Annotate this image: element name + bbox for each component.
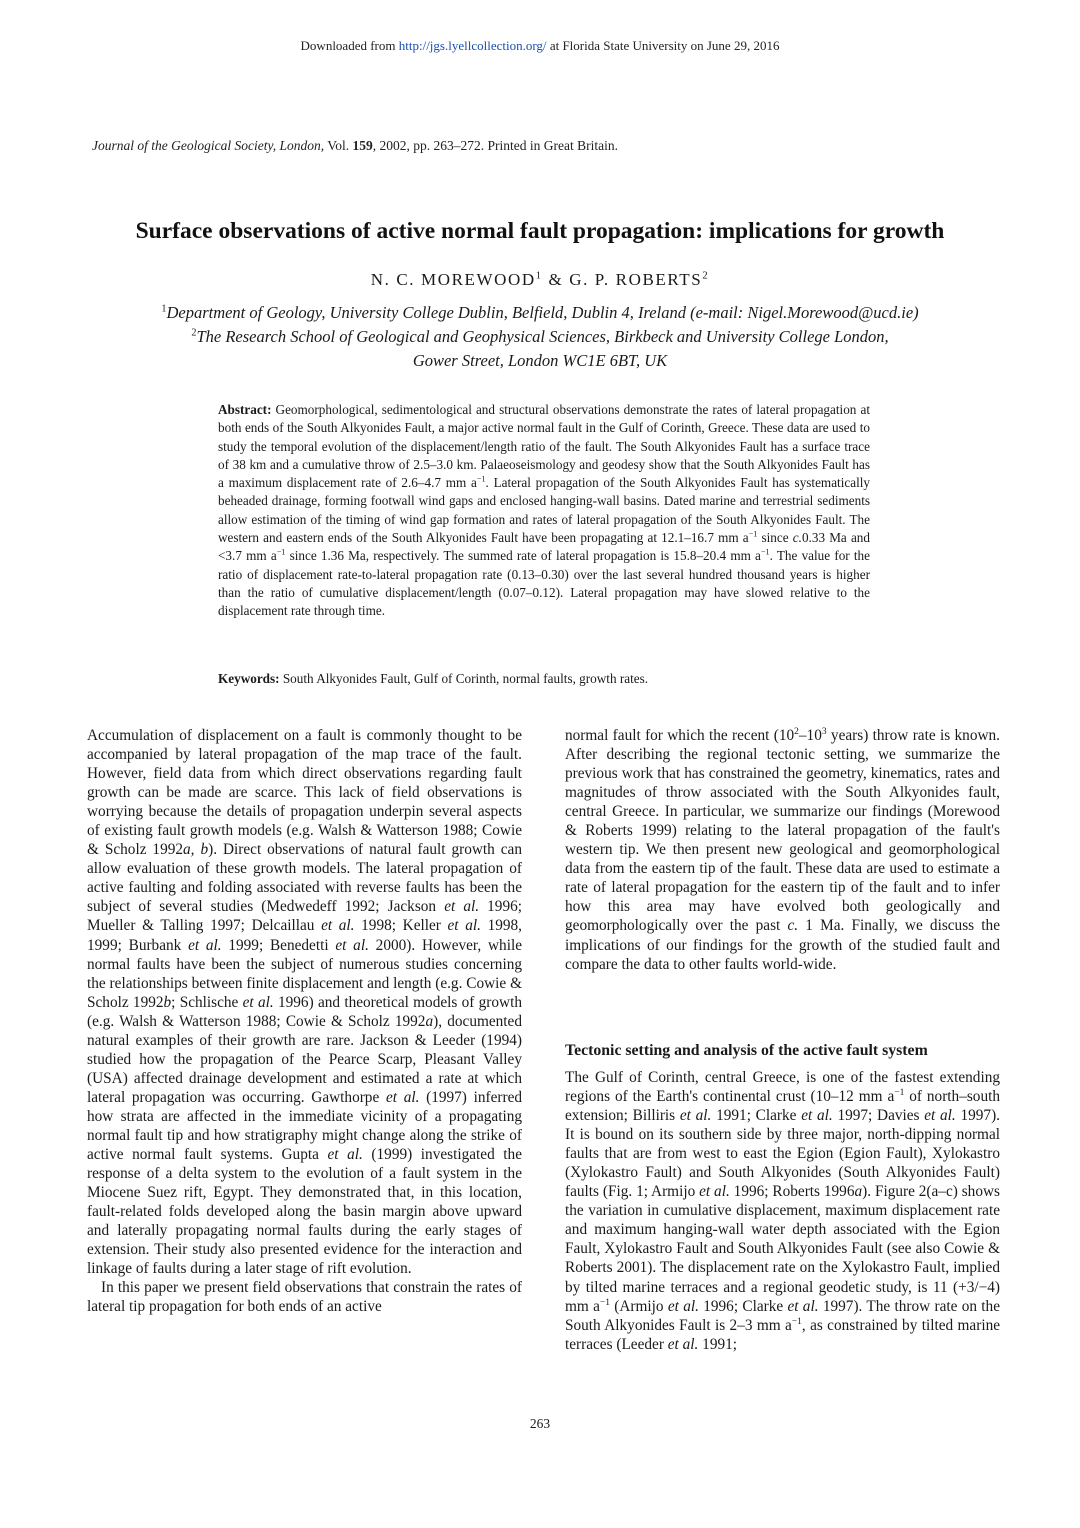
affiliation-2-address: Gower Street, London WC1E 6BT, UK [412,351,668,370]
download-notice: Downloaded from http://jgs.lyellcollection.org/ at Florida State University on June 29, 2016 [300,38,780,53]
tectonic-paragraph: The Gulf of Corinth, central Greece, is one of the fastest extending regions of the Earth's continental crust (10–12 mm $a^{-1}$ of north–south extension; Billiris et al. 1991; Clarke et al. 1997; Davies et al. 1997). It is bound on its southern side by three major, north-dipping normal faults that are from west to east the Egion (Egion Fault), Xylokastro (Xylokastro Fault) and South Alkyonides (South Alkyonides Fault) faults (Fig. 1; Armijo et al. 1996; Roberts 1996a). Figure 2(a–c) shows the variation in cumulative displacement, maximum displacement rate and maximum hanging-wall water depth associated with the Egion Fault, Xylokastro Fault and South Alkyonides Fault (see also Cowie & Roberts 2001). The displacement rate on the Xylokastro Fault, implied by tilted marine terraces and a regional geodetic study, is 11 (+3/−4) mm $a^{-1}$ (Armijo et al. 1996; Clarke et al. 1997). The throw rate on the South Alkyonides Fault is 2–3 mm $a^{-1}$, as constrained by tilted marine terraces (Leeder et al. 1991; [565,1069,1001,1353]
journal-citation: Journal of the Geological Society, London, Vol. 159, 2002, pp. 263–272. Printed in Great Britain. [92,138,618,153]
intro-paragraph-1: Accumulation of displacement on a fault is commonly thought to be accompanied by lateral propagation of the map trace of the fault. However, field data from which direct observations regarding fault growth can be made are scarce. This lack of field observations is worrying because the details of propagation underpin several aspects of existing fault growth models (e.g. Walsh & Watterson 1988; Cowie & Scholz 1992a, b). Direct observations of natural fault growth can allow evaluation of these growth models. The lateral propagation of active faulting and folding associated with reverse faults has been the subject of several studies (Medwedeff 1992; Jackson et al. 1996; Mueller & Talling 1997; Delcaillau et al. 1998; Keller et al. 1998, 1999; Burbank et al. 1999; Benedetti et al. 2000). However, while normal faults have been the subject of numerous studies concerning the relationships between finite displacement and length (e.g. Cowie & Scholz 1992b; Schlische et al. 1996) and theoretical models of growth (e.g. Walsh & Watterson 1988; Cowie & Scholz 1992a), documented natural examples of their growth are rare. Jackson & Leeder (1994) studied how the propagation of the Pearce Scarp, Pleasant Valley (USA) affected drainage development and estimated a rate at which lateral propagation was occurring. Gawthorpe et al. (1997) inferred how strata are affected in the immediate vicinity of a propagating normal fault tip and how stratigraphy might change along the strike of active normal fault systems. Gupta et al. (1999) investigated the response of a delta system to the evolution of a fault system in the Miocene Suez rift, Egypt. They demonstrated that, in this location, fault-related folds developed along the basin margin above upward and laterally propagating normal faults during the early stages of extension. Their study also presented evidence for the interaction and linkage of faults during a later stage of rift evolution. [87,727,523,1278]
body-column-right-top [565,726,1000,974]
author-list: N. C. MOREWOOD$^1$ & G. P. ROBERTS$^2$ [370,270,710,289]
download-link[interactable]: http://jgs.lyellcollection.org/ [398,38,547,53]
body-column-left [87,726,522,1316]
intro-paragraph-2-cont: normal fault for which the recent ($10^2-10^3$ years) throw rate is known. After describing the regional tectonic setting, we summarize the previous work that has constrained the geometry, kinematics, rates and magnitudes of throw associated with the South Alkyonides fault, central Greece. In particular, we summarize our findings (Morewood & Roberts 1999) relating to the lateral propagation of the fault's western tip. We then present new geological and geomorphological data from the eastern tip of the fault. These data are used to estimate a rate of lateral propagation for the eastern tip of the fault and to infer how this area may have evolved both geologically and geomorphologically over the past c. 1 Ma. Finally, we discuss the implications of our findings for the growth of the studied fault and compare the data to other faults world-wide. [565,726,1000,973]
paper-title: Surface observations of active normal fault propagation: implications for growth [135,218,945,244]
affiliation-1: $^1$Department of Geology, University College Dublin, Belfield, Dublin 4, Ireland (e-mail: Nigel.Morewood@ucd.ie) [161,303,919,322]
keywords: Keywords: South Alkyonides Fault, Gulf of Corinth, normal faults, growth rates. [218,671,649,686]
abstract: Abstract: Geomorphological, sedimentological and structural observations demonstrate the rates of lateral propagation at both ends of the South Alkyonides Fault, a major active normal fault in the Gulf of Corinth, Greece. These data are used to study the temporal evolution of the displacement/length ratio of the fault. The South Alkyonides Fault has a surface trace of 38 km and a cumulative throw of 2.5–3.0 km. Palaeoseismology and geodesy show that the South Alkyonides Fault has a maximum displacement rate of 2.6–4.7 mm $a^{-1}$. Lateral propagation of the South Alkyonides Fault has systematically beheaded drainage, forming footwall wind gaps and enclosed hanging-wall basins. Dated marine and terrestrial sediments allow estimation of the timing of wind gap formation and rates of lateral propagation of the South Alkyonides Fault. The western and eastern ends of the South Alkyonides Fault have been propagating at 12.1–16.7 mm $a^{-1}$ since c.0.33 Ma and <3.7 mm $a^{-1}$ since 1.36 Ma, respectively. The summed rate of lateral propagation is 15.8–20.4 mm $a^{-1}$. The value for the ratio of displacement rate-to-lateral propagation rate (0.13–0.30) over the last several hundred thousand years is higher than the ratio of cumulative displacement/length (0.07–0.12). Lateral propagation may have slowed relative to the displacement rate through time. [218,402,871,619]
affiliation-2: $^2$The Research School of Geological and Geophysical Sciences, Birkbeck and University College London, [191,327,889,346]
intro-paragraph-2: In this paper we present field observations that constrain the rates of lateral tip propagation for both ends of an active [87,1279,522,1316]
section-heading: Tectonic setting and analysis of the active fault system [565,1042,928,1059]
body-column-right-bottom [565,1068,1000,1354]
page-number: 263 [529,1416,551,1431]
